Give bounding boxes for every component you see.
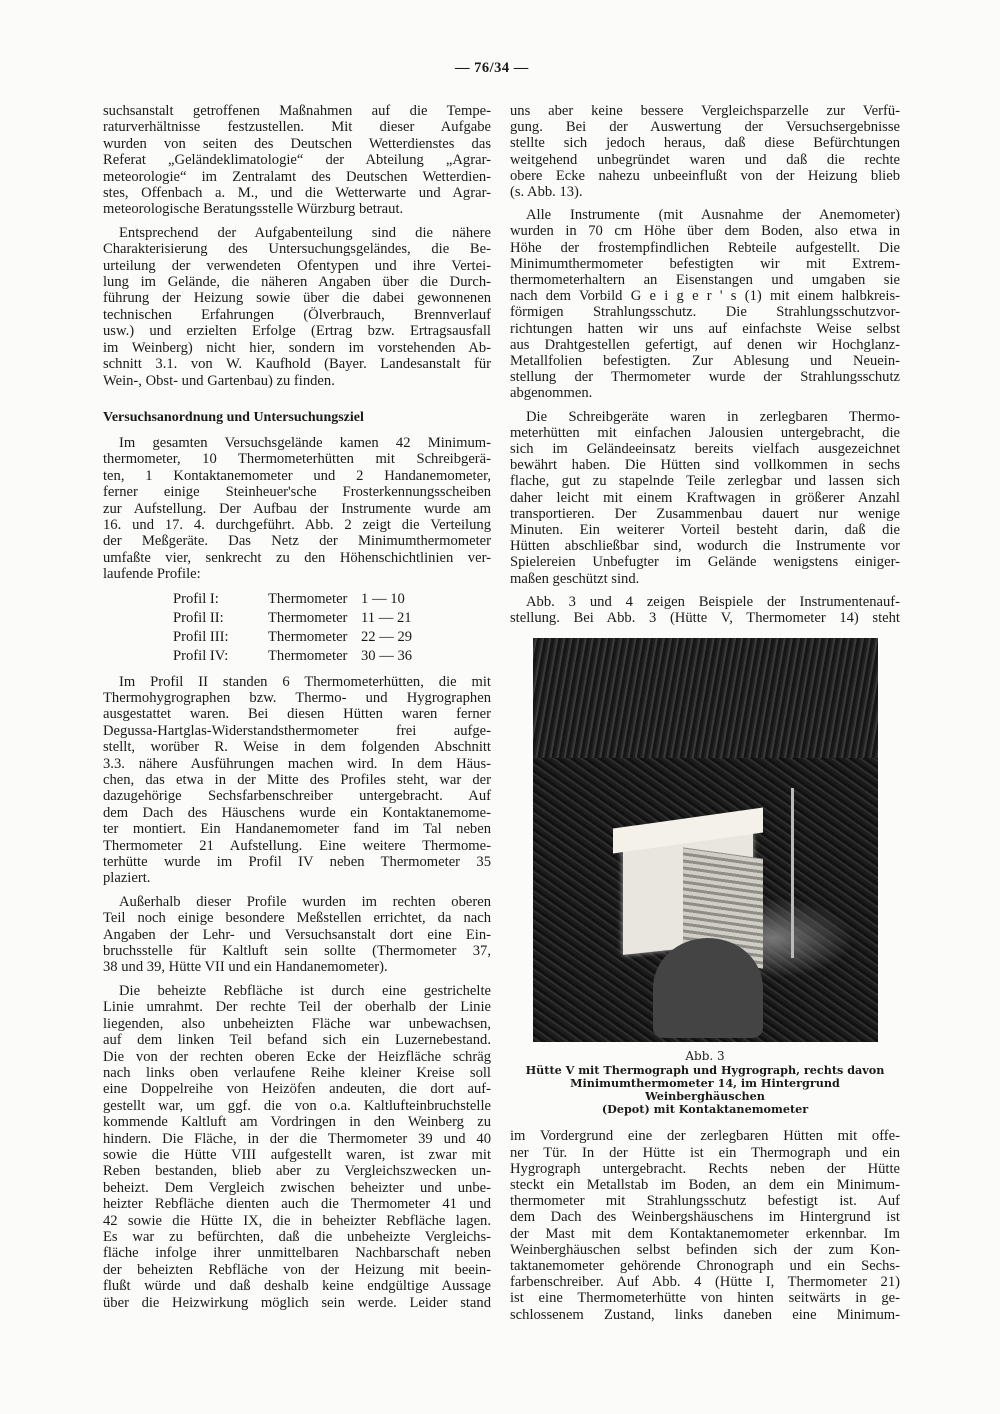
- text-line: im Vordergrund eine der zerlegbaren Hütten mit offe-: [510, 1128, 900, 1145]
- text-line: ter montiert. Ein Handanemometer fand im Tal neben: [103, 821, 491, 838]
- text-line: Teil noch einige besondere Meßstellen errichtet, da nach: [103, 910, 491, 927]
- text-line: transportieren. Der Zusammenbau dauert nur wenige: [510, 505, 900, 522]
- caption-line: Hütte V mit Thermograph und Hygrograph, rechts davon: [525, 1063, 885, 1078]
- text-line: dem Dach des Weinbergshäuschens im Hintergrund ist: [510, 1209, 900, 1226]
- text-line: heizter Rebfläche dienten auch die Thermometer 41 und: [103, 1196, 491, 1213]
- text-line: Referat „Geländeklimatologie“ der Abteilung „Agrar-: [103, 152, 491, 169]
- text-line: plaziert.: [103, 870, 151, 887]
- text-line: fläche infolge ihrer unmittelbaren Nachbarschaft neben: [103, 1245, 491, 1262]
- text-line: technischen Erfahrungen (Ölverbrauch, Brennverlauf: [103, 306, 491, 323]
- text-line: Abb. 3 und 4 zeigen Beispiele der Instrumentenauf-: [526, 593, 900, 610]
- text-line: Thermohygrographen bzw. Thermo- und Hygrographen: [103, 689, 491, 706]
- text-line: hindern. Die Fläche, in der die Thermometer 39 und 40: [103, 1130, 491, 1147]
- paragraph: [103, 435, 491, 583]
- text-line: Hütten abschließbar sind, wodurch die Instrumente vor: [510, 538, 900, 555]
- text-line: bruchsstelle für Kaltluft sein sollte (Thermometer 37,: [103, 943, 491, 960]
- paragraph: [103, 983, 491, 1311]
- text-line: steckt ein Metallstab im Boden, an dem ein Minimum-: [510, 1176, 900, 1193]
- text-line: Die von der rechten oberen Ecke der Heizfläche schräg: [103, 1048, 491, 1065]
- text-line: usw.) und erzielten Erfolge (Ertrag bzw. Ertragsausfall: [103, 323, 491, 340]
- text-line: meteorologische Beratungsstelle Würzburg betraut.: [103, 201, 404, 218]
- text-line: Angaben der Lehr- und Versuchsanstalt dort eine Ein-: [103, 926, 491, 943]
- text-line: Entsprechend der Aufgabenteilung sind die nähere: [119, 224, 491, 241]
- text-line: uns aber keine bessere Vergleichsparzelle zur Verfü-: [510, 103, 900, 119]
- text-line: Minuten. Ein weiterer Vorteil besteht darin, daß die: [510, 522, 900, 539]
- text-line: wurden von seiten des Deutschen Wetterdienstes das: [103, 135, 491, 152]
- paragraph: [103, 103, 491, 218]
- text-line: der Meßgeräte. Das Netz der Minimumthermometer: [103, 533, 491, 550]
- text-line: beheizt. Dem Vergleich zwischen beheizter und unbe-: [103, 1179, 491, 1196]
- text-line: raturverhältnisse festzustellen. Mit dieser Aufgabe: [103, 119, 491, 136]
- profile-range: 11 — 21: [361, 609, 412, 626]
- text-line: bewährt haben. Die Hütten sind vollkommen in sechs: [510, 457, 900, 474]
- text-line: maßen geschützt sind.: [510, 570, 640, 587]
- text-line: dazugehörige Sechsfarbenschreiber untergebracht. Auf: [103, 788, 491, 805]
- profile-name: Profil I:: [173, 590, 219, 607]
- text-line: thermometerhaltern an Eisenstangen und umgaben sie: [510, 272, 900, 289]
- text-line: Im gesamten Versuchsgelände kamen 42 Minimum-: [119, 434, 491, 451]
- page-number: — 76/34 —: [455, 60, 529, 76]
- text-line: Wein-, Obst- und Gartenbau) zu finden.: [103, 372, 335, 389]
- text-line: Reben bestanden, blieb aber zu Vergleichszwecken un-: [103, 1163, 491, 1180]
- text-line: schnitt 3.1. von W. Kaufhold (Bayer. Landesanstalt für: [103, 356, 491, 373]
- caption-line: (Depot) mit Kontaktanemometer: [601, 1102, 809, 1117]
- profile-label: Thermometer: [268, 590, 348, 607]
- figure-label: Abb. 3: [685, 1049, 725, 1064]
- text-line: nach links oben verlaufene Reihe kleiner Kreise soll: [103, 1064, 491, 1081]
- text-line: richtungen hatten wir uns auf einfachste Weise selbst: [510, 320, 900, 337]
- paragraph: [103, 225, 491, 389]
- text-line: stellt, worüber R. Weise in dem folgenden Abschnitt: [103, 739, 491, 756]
- text-line: 16. und 17. 4. durchgeführt. Abb. 2 zeigt die Verteilung: [103, 516, 491, 533]
- text-line: Es war zu befürchten, daß die unbeheizte Vergleichs-: [103, 1228, 491, 1245]
- text-line: sowie die Hütte VIII aufgestellt waren, ist zwar mit: [103, 1146, 491, 1163]
- text-line: thermometer mit Strahlungsschutz befestigt ist. Auf: [510, 1193, 900, 1210]
- text-line: ten, 1 Kontaktanemometer und 2 Handanemometer,: [103, 467, 491, 484]
- text-line: 3.3. nähere Ausführungen machen wird. In dem Häus-: [103, 755, 491, 772]
- text-line: (s. Abb. 13).: [510, 184, 583, 201]
- text-line: der beheizten Rebfläche von der Heizung mit beein-: [103, 1261, 491, 1278]
- text-line: Alle Instrumente (mit Ausnahme der Anemometer): [526, 207, 900, 224]
- profile-name: Profil III:: [173, 628, 229, 645]
- text-line: 38 und 39, Hütte VII und ein Handanemometer).: [103, 959, 388, 976]
- photo-metal-pole: [791, 788, 794, 958]
- text-line: abgenommen.: [510, 385, 593, 402]
- text-line: schlossenem Zustand, links daneben eine Minimum-: [510, 1306, 900, 1323]
- text-line: taktanemometer gehörende Chronograph und ein Sechs-: [510, 1257, 900, 1274]
- text-line: stellung. Bei Abb. 3 (Hütte V, Thermometer 14) steht: [510, 610, 900, 627]
- text-line: Die Schreibgeräte waren in zerlegbaren Thermo-: [526, 408, 900, 425]
- profile-range: 30 — 36: [361, 647, 413, 664]
- profile-row: [173, 647, 491, 666]
- figure-photo-thermometer-hut: [533, 638, 878, 1042]
- text-line: flußt würde und daß deshalb keine endgültige Aussage: [103, 1278, 491, 1295]
- profile-label: Thermometer: [268, 647, 348, 664]
- text-line: zur Aufstellung. Der Aufbau der Instrumente wurde am: [103, 500, 491, 517]
- text-line: Weinberghäuschen selbst befinden sich der zum Kon-: [510, 1241, 900, 1258]
- left-column: [103, 103, 491, 1318]
- text-line: chen, das etwa in der Mitte des Profiles steht, war der: [103, 772, 491, 788]
- profile-table: [173, 590, 491, 666]
- text-line: Thermometer 21 Aufstellung. Eine weitere Thermome-: [103, 837, 491, 854]
- text-line: Degussa-Hartglas-Widerstandsthermometer frei aufge-: [103, 722, 491, 739]
- text-line: aus Drahtgestellen gefertigt, auf denen wir Hochglanz-: [510, 336, 900, 353]
- text-line: urteilung der verwendeten Ofentypen und ihre Vertei-: [103, 257, 491, 274]
- caption-line: Minimumthermometer 14, im Hintergrund Weinberghäuschen: [570, 1076, 840, 1104]
- paragraph: [510, 207, 900, 401]
- profile-name: Profil II:: [173, 609, 224, 626]
- text-line: lung im Gelände, die näheren Angaben über die Durch-: [103, 274, 491, 291]
- text-line: Im Profil II standen 6 Thermometerhütten, die mit: [119, 673, 491, 690]
- photo-person: [653, 938, 763, 1038]
- text-line: nach dem Vorbild G e i g e r ' s (1) mit einem halbkreis-: [510, 288, 900, 305]
- text-line: wurden in 70 cm Höhe über dem Boden, also etwa in: [510, 223, 900, 240]
- text-line: stellung der Thermometer wurde der Strahlungsschutz: [510, 369, 900, 386]
- right-column: [510, 103, 900, 1330]
- paragraph: [103, 894, 491, 976]
- profile-row: [173, 609, 491, 628]
- text-line: gestellt war, um ggf. die von o.a. Kaltlufteinbruchstelle: [103, 1097, 491, 1114]
- text-line: förmigen Strahlungsschutz. Die Strahlungsschutzvor-: [510, 304, 900, 321]
- text-line: sich im Geländeeinsatz bereits vielfach ausgezeichnet: [510, 441, 900, 458]
- text-line: Hygrograph untergebracht. Rechts neben der Hütte: [510, 1160, 900, 1177]
- text-line: umfaßte vier, senkrecht zu den Höhenschichtlinien ver-: [103, 549, 491, 566]
- profile-label: Thermometer: [268, 628, 348, 645]
- paragraph: [103, 674, 491, 887]
- paragraph: [510, 409, 900, 587]
- text-line: im Weinberg) nicht hier, sondern im vorstehenden Ab-: [103, 339, 491, 356]
- profile-row: [173, 590, 491, 609]
- profile-name: Profil IV:: [173, 647, 229, 664]
- photo-background-vineyard: [533, 638, 878, 758]
- text-line: weitgehend unbegründet waren und daß die rechte: [510, 151, 900, 168]
- text-line: obere Ecke nahezu unbeeinflußt von der Heizung blieb: [510, 167, 900, 184]
- profile-range: 22 — 29: [361, 628, 413, 645]
- text-line: eine Doppelreihe von Heizöfen andeuten, die dort auf-: [103, 1081, 491, 1098]
- text-line: meterhütten mit einfachen Jalousien untergebracht, die: [510, 424, 900, 441]
- text-line: auf dem linken Teil befand sich ein Luzernebestand.: [103, 1032, 491, 1049]
- text-line: führung der Heizung sowie über die dabei gewonnenen: [103, 290, 491, 307]
- text-line: Metallfolien befestigten. Zur Ablesung und Neuein-: [510, 353, 900, 370]
- text-line: ferner einige Steinheuer'sche Frosterkennungsscheiben: [103, 484, 491, 501]
- text-line: ist eine Thermometerhütte von hinten seitwärts in ge-: [510, 1290, 900, 1307]
- paragraph: [510, 594, 900, 626]
- text-line: suchsanstalt getroffenen Maßnahmen auf die Tempe-: [103, 103, 491, 119]
- text-line: Die beheizte Rebfläche ist durch eine gestrichelte: [119, 982, 491, 999]
- text-line: Charakterisierung des Untersuchungsgeländes, die Be-: [103, 241, 491, 258]
- text-line: Außerhalb dieser Profile wurden im rechten oberen: [119, 893, 491, 910]
- text-line: farbenschreiber. Auf Abb. 4 (Hütte I, Thermometer 21): [510, 1274, 900, 1291]
- text-line: kommende Kaltluft am Vordringen in den Weinberg zu: [103, 1114, 491, 1131]
- paragraph: [510, 1128, 900, 1322]
- section-heading: Versuchsanordnung und Untersuchungsziel: [103, 409, 364, 425]
- text-line: dem Dach des Häuschens wurde ein Kontaktanemome-: [103, 804, 491, 821]
- text-line: Minimumthermometer befestigten wir mit Extrem-: [510, 255, 900, 272]
- profile-row: [173, 628, 491, 647]
- text-line: thermometer, 10 Thermometerhütten mit Schreibgerä-: [103, 451, 491, 468]
- text-line: daher leicht mit einem Kraftwagen in größerer Anzahl: [510, 489, 900, 506]
- text-line: der Mast mit dem Kontaktanemometer erkennbar. Im: [510, 1225, 900, 1242]
- text-line: laufende Profile:: [103, 566, 201, 583]
- text-line: Linie umrahmt. Der rechte Teil der oberhalb der Linie: [103, 999, 491, 1016]
- text-line: terhütte wurde im Profil IV neben Thermometer 35: [103, 854, 491, 871]
- text-line: stellte sich jedoch heraus, daß diese Befürchtungen: [510, 135, 900, 152]
- text-line: 42 sowie die Hütte IX, die in beheizter Rebfläche lagen.: [103, 1212, 491, 1229]
- profile-range: 1 — 10: [361, 590, 405, 607]
- text-line: flache, gut zu stapelnde Teile zerlegbar und lassen sich: [510, 473, 900, 490]
- profile-label: Thermometer: [268, 609, 348, 626]
- text-line: Spielereien Unbefugter im Gelände wenigstens einiger-: [510, 554, 900, 571]
- paragraph: [510, 103, 900, 200]
- text-line: ausgestattet waren. Bei diesen Hütten waren ferner: [103, 706, 491, 723]
- text-line: ner Tür. In der Hütte ist ein Thermograph und ein: [510, 1144, 900, 1161]
- figure-caption: [510, 1050, 900, 1116]
- text-line: liegenden, also unbeheizten Fläche war unbewachsen,: [103, 1015, 491, 1032]
- text-line: gung. Bei der Auswertung der Versuchsergebnisse: [510, 119, 900, 136]
- text-line: über die Heizwirkung möglich sein werde. Leider stand: [103, 1294, 491, 1311]
- text-line: stes, Offenbach a. M., und die Wetterwarte und Agrar-: [103, 185, 491, 202]
- text-line: Höhe der frostempfindlichen Rebteile aufgestellt. Die: [510, 239, 900, 256]
- text-line: meteorologie“ im Zentralamt des Deutschen Wetterdien-: [103, 168, 491, 185]
